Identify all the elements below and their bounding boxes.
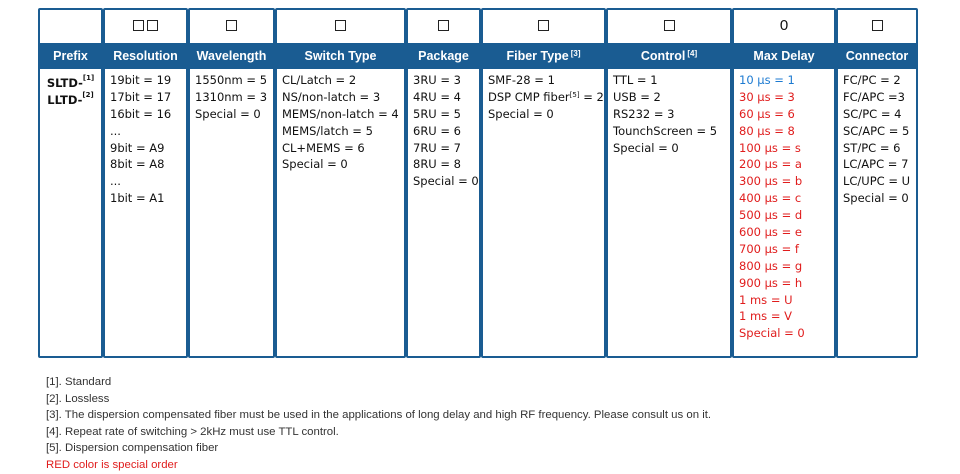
switch-type-option: CL+MEMS = 6 <box>282 140 365 155</box>
header-control: Control [4] <box>606 43 732 69</box>
code-cell-wavelength <box>190 10 273 41</box>
prefix-option: LLTD-[2] <box>47 90 94 107</box>
connector-option: FC/PC = 2 <box>843 73 901 87</box>
max-delay-option-special: 900 µs = h <box>739 275 803 290</box>
switch-type-option: NS/non-latch = 3 <box>282 89 381 104</box>
package-option: 8RU = 8 <box>413 157 461 172</box>
code-checkbox[interactable] <box>133 20 144 31</box>
code-cell-switch-type <box>277 10 404 41</box>
fiber-type-option: DSP CMP fiber[5] = 2 <box>488 89 604 104</box>
max-delay-cell <box>739 72 830 342</box>
connector-option: Special = 0 <box>843 191 909 206</box>
package-option: Special = 0 <box>413 174 479 189</box>
switch-type-option: MEMS/non-latch = 4 <box>282 106 399 121</box>
package-option: 6RU = 6 <box>413 123 461 138</box>
code-checkbox[interactable] <box>335 20 346 31</box>
control-option: USB = 2 <box>613 89 661 104</box>
code-cell-package <box>408 10 479 41</box>
max-delay-option-special: 100 µs = s <box>739 140 801 155</box>
connector-cell <box>843 72 912 207</box>
package-option: 3RU = 3 <box>413 73 461 87</box>
connector-option: SC/PC = 4 <box>843 106 902 121</box>
column-max-delay <box>732 8 836 358</box>
code-checkbox[interactable] <box>147 20 158 31</box>
column-control <box>606 8 732 358</box>
max-delay-option-special: 600 µs = e <box>739 225 802 240</box>
column-fiber-type <box>481 8 606 358</box>
resolution-option: 1bit = A1 <box>110 191 165 206</box>
code-checkbox[interactable] <box>538 20 549 31</box>
control-option: RS232 = 3 <box>613 106 675 121</box>
max-delay-option-special: 80 µs = 8 <box>739 123 795 138</box>
footnote: [2]. Lossless <box>46 392 110 405</box>
max-delay-option-special: 300 µs = b <box>739 174 803 189</box>
package-option: 7RU = 7 <box>413 140 461 155</box>
max-delay-option-special: 200 µs = a <box>739 157 802 172</box>
resolution-option: 9bit = A9 <box>110 140 165 155</box>
header-resolution: Resolution <box>103 43 188 69</box>
footnote: [4]. Repeat rate of switching > 2kHz must use TTL control. <box>46 425 339 438</box>
special-order-note: RED color is special order <box>46 458 178 471</box>
package-cell <box>413 72 479 190</box>
wavelength-cell <box>195 72 269 123</box>
header-wavelength: Wavelength <box>188 43 275 69</box>
prefix-cell <box>40 72 101 106</box>
resolution-option: 17bit = 17 <box>110 89 172 104</box>
resolution-option: 16bit = 16 <box>110 106 172 121</box>
footnote: [3]. The dispersion compensated fiber must be used in the applications of long delay and high RF frequency. Please consult us on it. <box>46 409 712 421</box>
max-delay-option-special: 400 µs = c <box>739 191 802 206</box>
wavelength-option: 1550nm = 5 <box>195 73 268 87</box>
resolution-option: ... <box>110 123 121 138</box>
column-package <box>406 8 481 358</box>
package-option: 5RU = 5 <box>413 106 461 121</box>
footnote: [5]. Dispersion compensation fiber <box>46 442 219 454</box>
connector-option: LC/APC = 7 <box>843 157 909 172</box>
control-cell <box>613 72 726 156</box>
column-resolution <box>103 8 188 358</box>
column-switch-type <box>275 8 406 358</box>
code-cell-max-delay <box>734 10 834 41</box>
prefix-option: SLTD-[1] <box>46 74 95 90</box>
connector-option: LC/UPC = U <box>843 174 911 189</box>
footnotes <box>46 374 711 473</box>
code-checkbox[interactable] <box>438 20 449 31</box>
max-delay-option-special: 30 µs = 3 <box>739 89 795 104</box>
code-checkbox[interactable] <box>226 20 237 31</box>
code-cell-fiber-type <box>483 10 604 41</box>
max-delay-option-special: Special = 0 <box>739 326 805 341</box>
max-delay-option-special: 1 ms = V <box>739 309 792 324</box>
control-option: TounchScreen = 5 <box>613 123 718 138</box>
connector-option: ST/PC = 6 <box>843 140 901 155</box>
column-connector <box>836 8 918 358</box>
max-delay-option-special: 60 µs = 6 <box>739 106 795 121</box>
header-package: Package <box>406 43 481 69</box>
wavelength-option: 1310nm = 3 <box>195 89 268 104</box>
control-option: Special = 0 <box>613 140 679 155</box>
wavelength-option: Special = 0 <box>195 106 261 121</box>
fiber-type-cell <box>488 72 604 123</box>
fiber-type-option: Special = 0 <box>488 106 554 121</box>
connector-option: FC/APC =3 <box>843 89 905 104</box>
header-connector: Connector <box>836 43 918 69</box>
code-cell-control <box>608 10 730 41</box>
switch-type-option: MEMS/latch = 5 <box>282 123 373 138</box>
ordering-table <box>38 8 918 358</box>
code-cell-resolution <box>105 10 186 41</box>
package-option: 4RU = 4 <box>413 89 461 104</box>
switch-type-option: Special = 0 <box>282 157 348 172</box>
max-delay-option-special: 500 µs = d <box>739 208 803 223</box>
connector-option: SC/APC = 5 <box>843 123 910 138</box>
resolution-option: 8bit = A8 <box>110 157 165 172</box>
column-prefix <box>38 8 103 358</box>
header-switch-type: Switch Type <box>275 43 406 69</box>
column-wavelength <box>188 8 275 358</box>
header-prefix: Prefix <box>38 43 103 69</box>
resolution-option: 19bit = 19 <box>110 73 172 87</box>
resolution-cell <box>110 72 182 207</box>
switch-type-option: CL/Latch = 2 <box>282 73 357 87</box>
switch-type-cell <box>282 72 400 173</box>
code-checkbox[interactable] <box>664 20 675 31</box>
resolution-option: ... <box>110 174 121 189</box>
footnote: [1]. Standard <box>46 376 112 388</box>
code-cell-prefix <box>40 10 101 41</box>
max-delay-code[interactable]: 0 <box>779 17 789 34</box>
max-delay-option-standard: 10 µs = 1 <box>739 73 795 87</box>
max-delay-option-special: 1 ms = U <box>739 292 793 307</box>
header-max-delay: Max Delay <box>732 43 836 69</box>
code-cell-connector <box>838 10 916 41</box>
max-delay-option-special: 800 µs = g <box>739 258 803 273</box>
code-checkbox[interactable] <box>872 20 883 31</box>
fiber-type-option: SMF-28 = 1 <box>488 73 555 87</box>
max-delay-option-special: 700 µs = f <box>739 241 799 256</box>
control-option: TTL = 1 <box>613 73 658 87</box>
header-fiber-type: Fiber Type [3] <box>481 43 606 69</box>
